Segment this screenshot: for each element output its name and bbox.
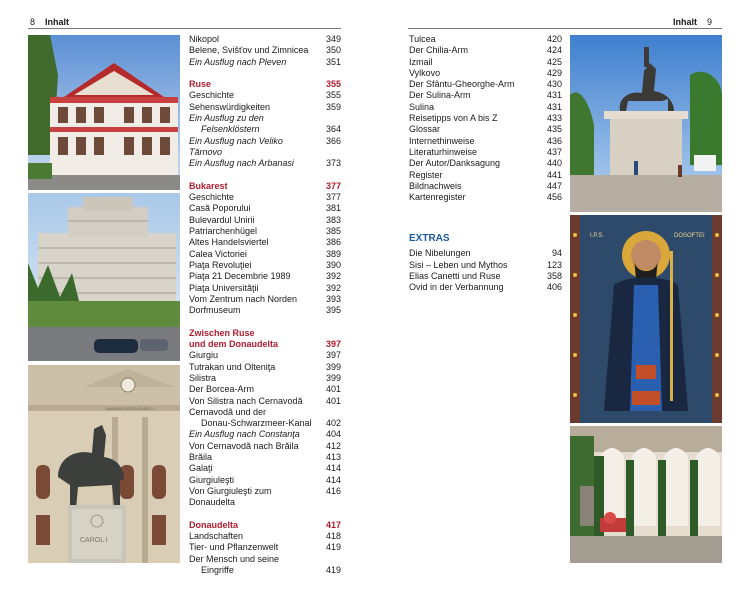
- toc-entry-title: Ruse: [189, 79, 212, 90]
- toc-entry-page: 420: [546, 34, 562, 44]
- toc-entry-title: Ein Ausflug nach Pleven: [189, 56, 287, 67]
- toc-entry-page: 385: [325, 226, 341, 237]
- right-page-header: [673, 17, 712, 27]
- toc-entry: [409, 113, 562, 124]
- toc-entry-page: 397: [325, 350, 341, 361]
- toc-entry-title: Landschaften: [189, 531, 244, 542]
- toc-entry-title: Bulevardul Unirii: [189, 214, 255, 225]
- toc-entry: [409, 79, 562, 90]
- photo-ruse-theatre: [28, 35, 180, 190]
- toc-entry-title: Sehenswürdigkeiten: [189, 101, 271, 112]
- toc-entry-page: 419: [325, 542, 341, 553]
- toc-entry-title: Elias Canetti und Ruse: [409, 270, 501, 281]
- toc-entry-page: 349: [325, 34, 341, 44]
- toc-entry: [189, 418, 341, 429]
- toc-entry-page: 406: [546, 282, 562, 293]
- toc-entry-page: 414: [325, 463, 341, 474]
- toc-entry: [189, 407, 341, 418]
- toc-entry: [189, 305, 341, 316]
- toc-entry-title: Geschichte: [189, 192, 235, 203]
- toc-entry: [189, 283, 341, 294]
- toc-entry: [409, 282, 562, 293]
- toc-entry: [189, 45, 341, 56]
- toc-entry: [409, 102, 562, 113]
- toc-entry-page: 392: [325, 271, 341, 282]
- toc-entry: [409, 124, 562, 135]
- toc-entry: [189, 226, 341, 237]
- toc-right-column: [409, 34, 562, 203]
- right-page-number: 9: [707, 17, 713, 27]
- toc-entry-page: 429: [546, 67, 562, 78]
- toc-entry-page: 123: [546, 259, 562, 270]
- toc-entry: [189, 57, 341, 68]
- toc-entry-title: Vylkovo: [409, 67, 441, 78]
- toc-entry-title: Die Nibelungen: [409, 248, 471, 259]
- toc-entry: [409, 158, 562, 169]
- toc-entry: [189, 249, 341, 260]
- toc-entry-title: Piaţa Universităţii: [189, 282, 259, 293]
- toc-entry-title: Von Cernavodă nach Brăila: [189, 440, 299, 451]
- toc-entry-title: Register: [409, 169, 443, 180]
- toc-entry-page: 431: [546, 90, 562, 101]
- toc-entry-title: Bukarest: [189, 180, 228, 191]
- left-header-title: Inhalt: [45, 17, 70, 27]
- toc-entry-page: 435: [546, 124, 562, 135]
- toc-entry: [189, 34, 341, 45]
- toc-entry-title: Felsenklöstern: [201, 124, 260, 135]
- toc-section-heading: [189, 339, 341, 350]
- toc-entry-title: Altes Handelsviertel: [189, 237, 269, 248]
- toc-entry-title: Ein Ausflug nach Constanţa: [189, 429, 300, 440]
- toc-entry-title: Der Chilia-Arm: [409, 45, 469, 56]
- photo-casa-poporului: [28, 193, 180, 361]
- photo-monastery-courtyard: [570, 426, 722, 563]
- toc-entry-page: 392: [325, 282, 341, 293]
- toc-entry-title: Ein Ausflug nach Veliko Tărnovo: [189, 135, 283, 157]
- toc-entry-page: 377: [325, 180, 341, 191]
- toc-entry-title: Belene, Svišťov und Zimnicea: [189, 45, 309, 56]
- toc-entry: [189, 271, 341, 282]
- toc-entry-title: Der Autor/Danksagung: [409, 158, 501, 169]
- toc-entry-page: 397: [325, 339, 341, 350]
- toc-entry-title: Cernavodă und der: [189, 406, 267, 417]
- toc-entry-title: Geschichte: [189, 90, 235, 101]
- toc-entry-page: 386: [325, 237, 341, 248]
- toc-entry-title: Vom Zentrum nach Norden: [189, 293, 298, 304]
- toc-entry-page: 355: [325, 79, 341, 90]
- toc-entry-title: Calea Victoriei: [189, 248, 247, 259]
- toc-entry-page: 416: [325, 485, 341, 496]
- right-header-rule: [408, 28, 722, 29]
- toc-entry: [189, 452, 341, 463]
- toc-entry-page: 390: [325, 259, 341, 270]
- toc-entry-title: und dem Donaudelta: [189, 339, 279, 350]
- toc-entry-title: Von Silistra nach Cernavodă: [189, 395, 303, 406]
- toc-entry: [189, 531, 341, 542]
- toc-entry-page: 351: [325, 56, 341, 67]
- toc-entry: [189, 102, 341, 113]
- toc-entry: [189, 215, 341, 226]
- left-page-header: [30, 17, 69, 27]
- toc-entry-title: Glossar: [409, 124, 441, 135]
- icon-inscription-left: I.P.S.: [590, 233, 604, 239]
- toc-entry: [189, 237, 341, 248]
- toc-entry-page: 383: [325, 214, 341, 225]
- toc-entry-page: 433: [546, 113, 562, 124]
- toc-entry: [189, 260, 341, 271]
- toc-entry-page: 366: [325, 135, 341, 146]
- toc-entry: [189, 384, 341, 395]
- building-frieze-label: UNIVERSITATEA CAROL I: [106, 406, 154, 411]
- extras-section: [409, 233, 562, 293]
- toc-entry-page: 431: [546, 101, 562, 112]
- toc-entry-page: 417: [325, 519, 341, 530]
- toc-entry: [409, 192, 562, 203]
- toc-entry: [189, 90, 341, 101]
- toc-entry-page: 424: [546, 45, 562, 56]
- toc-entry: [189, 192, 341, 203]
- extras-heading: EXTRAS: [409, 233, 450, 244]
- toc-entry-page: 350: [325, 45, 341, 56]
- toc-entry: [189, 554, 341, 565]
- toc-entry-title: Ovid in der Verbannung: [409, 282, 504, 293]
- toc-entry-title: Piaţa Revoluţiei: [189, 259, 252, 270]
- left-page-number: 8: [30, 17, 36, 27]
- toc-entry: [409, 45, 562, 56]
- toc-entry-title: Silistra: [189, 372, 217, 383]
- toc-entry-title: Von Giurgiuleşti zum Donaudelta: [189, 485, 272, 508]
- left-header-rule: [28, 28, 341, 29]
- toc-section-heading: [189, 181, 341, 192]
- toc-entry-title: Casă Poporului: [189, 203, 251, 214]
- toc-entry-page: 412: [325, 440, 341, 451]
- toc-entry: [409, 170, 562, 181]
- toc-entry-title: Der Sfântu-Gheorghe-Arm: [409, 79, 515, 90]
- toc-entry-title: Brăila: [189, 451, 213, 462]
- toc-entry-title: Kartenregister: [409, 192, 466, 203]
- toc-entry-page: 393: [325, 293, 341, 304]
- toc-entry-page: 440: [546, 158, 562, 169]
- toc-entry-title: Zwischen Ruse: [189, 327, 255, 338]
- toc-entry-title: Piaţa 21 Decembrie 1989: [189, 271, 291, 282]
- right-header-title: Inhalt: [673, 17, 697, 27]
- toc-entry-page: 395: [325, 305, 341, 316]
- toc-entry-title: Donau-Schwarzmeer-Kanal: [201, 418, 312, 429]
- photo-orthodox-icon-fresco: [570, 215, 722, 423]
- toc-entry-title: Ein Ausflug nach Arbanasi: [189, 158, 294, 169]
- toc-entry-title: Der Sulina-Arm: [409, 90, 471, 101]
- toc-entry-title: Galaţi: [189, 463, 213, 474]
- toc-entry: [189, 542, 341, 553]
- toc-spacer: [189, 508, 341, 519]
- toc-entry: [189, 396, 341, 407]
- toc-entry: [189, 136, 341, 159]
- toc-entry: [189, 463, 341, 474]
- toc-entry-title: Eingriffe: [201, 564, 234, 575]
- toc-entry: [189, 486, 341, 509]
- toc-entry-page: 94: [551, 248, 562, 259]
- toc-entry-page: 389: [325, 248, 341, 259]
- toc-entry-title: Ein Ausflug zu den: [189, 113, 264, 124]
- toc-entry: [189, 362, 341, 373]
- toc-entry-page: 358: [546, 270, 562, 281]
- statue-plinth-inscription: CAROL I: [80, 537, 108, 544]
- toc-entry: [409, 34, 562, 45]
- toc-section-heading: [189, 328, 341, 339]
- toc-entry-page: 401: [325, 384, 341, 395]
- toc-entry-page: 413: [325, 451, 341, 462]
- toc-entry-page: 359: [325, 101, 341, 112]
- toc-entry-title: Internethinweise: [409, 135, 475, 146]
- toc-entry: [409, 136, 562, 147]
- toc-entry: [189, 124, 341, 135]
- toc-entry: [189, 294, 341, 305]
- toc-entry-title: Der Borcea-Arm: [189, 384, 255, 395]
- toc-entry: [189, 565, 341, 576]
- toc-entry-page: 436: [546, 135, 562, 146]
- toc-entry-title: Donaudelta: [189, 519, 239, 530]
- toc-entry: [409, 181, 562, 192]
- toc-entry-title: Dorfmuseum: [189, 305, 241, 316]
- icon-inscription-right: DOSOFTEI: [674, 233, 705, 239]
- toc-entry: [409, 271, 562, 282]
- toc-entry: [409, 90, 562, 101]
- toc-entry-title: Nikopol: [189, 34, 220, 44]
- toc-entry: [189, 158, 341, 169]
- toc-entry-page: 402: [325, 418, 341, 429]
- toc-entry: [189, 373, 341, 384]
- toc-entry-page: 437: [546, 146, 562, 157]
- extras-list: [409, 248, 562, 293]
- toc-entry-page: 447: [546, 180, 562, 191]
- toc-entry-title: Tier- und Pflanzenwelt: [189, 542, 279, 553]
- toc-entry: [409, 147, 562, 158]
- toc-entry-page: 399: [325, 372, 341, 383]
- photo-equestrian-monument: [570, 35, 722, 212]
- toc-entry-title: Patriarchenhügel: [189, 226, 258, 237]
- toc-entry-page: 373: [325, 158, 341, 169]
- toc-entry-title: Giurgiu: [189, 350, 219, 361]
- toc-entry-page: 441: [546, 169, 562, 180]
- toc-entry-page: 425: [546, 56, 562, 67]
- toc-entry: [189, 350, 341, 361]
- toc-entry-title: Tulcea: [409, 34, 436, 44]
- toc-entry: [189, 441, 341, 452]
- toc-entry-page: 456: [546, 192, 562, 203]
- toc-entry-title: Sisi – Leben und Mythos: [409, 259, 508, 270]
- toc-entry-page: 399: [325, 361, 341, 372]
- toc-entry-title: Izmail: [409, 56, 433, 67]
- toc-entry: [409, 68, 562, 79]
- toc-entry-page: 404: [325, 429, 341, 440]
- toc-entry-title: Der Mensch und seine: [189, 553, 280, 564]
- toc-entry-page: 401: [325, 395, 341, 406]
- toc-entry-page: 377: [325, 192, 341, 203]
- toc-entry: [189, 429, 341, 440]
- toc-entry-title: Sulina: [409, 101, 435, 112]
- toc-entry: [409, 248, 562, 259]
- toc-entry-page: 364: [325, 124, 341, 135]
- toc-entry: [409, 260, 562, 271]
- toc-entry: [189, 203, 341, 214]
- toc-entry-page: 418: [325, 531, 341, 542]
- toc-entry-title: Literaturhinweise: [409, 146, 478, 157]
- toc-entry-title: Bildnachweis: [409, 180, 462, 191]
- toc-section-heading: [189, 79, 341, 90]
- toc-entry-page: 430: [546, 79, 562, 90]
- toc-spacer: [189, 68, 341, 79]
- toc-entry-page: 381: [325, 203, 341, 214]
- photo-carol-statue-university: [28, 365, 180, 563]
- toc-entry-page: 355: [325, 90, 341, 101]
- toc-entry-title: Giurgiuleşti: [189, 474, 235, 485]
- toc-entry-title: Reisetipps von A bis Z: [409, 113, 498, 124]
- toc-entry-page: 419: [325, 564, 341, 575]
- toc-entry: [189, 113, 341, 124]
- toc-spacer: [189, 170, 341, 181]
- toc-section-heading: [189, 520, 341, 531]
- toc-left-column: [189, 34, 341, 576]
- toc-entry: [189, 475, 341, 486]
- toc-entry-title: Tutrakan und Olteniţa: [189, 361, 276, 372]
- toc-entry: [409, 57, 562, 68]
- toc-spacer: [189, 316, 341, 327]
- toc-entry-page: 414: [325, 474, 341, 485]
